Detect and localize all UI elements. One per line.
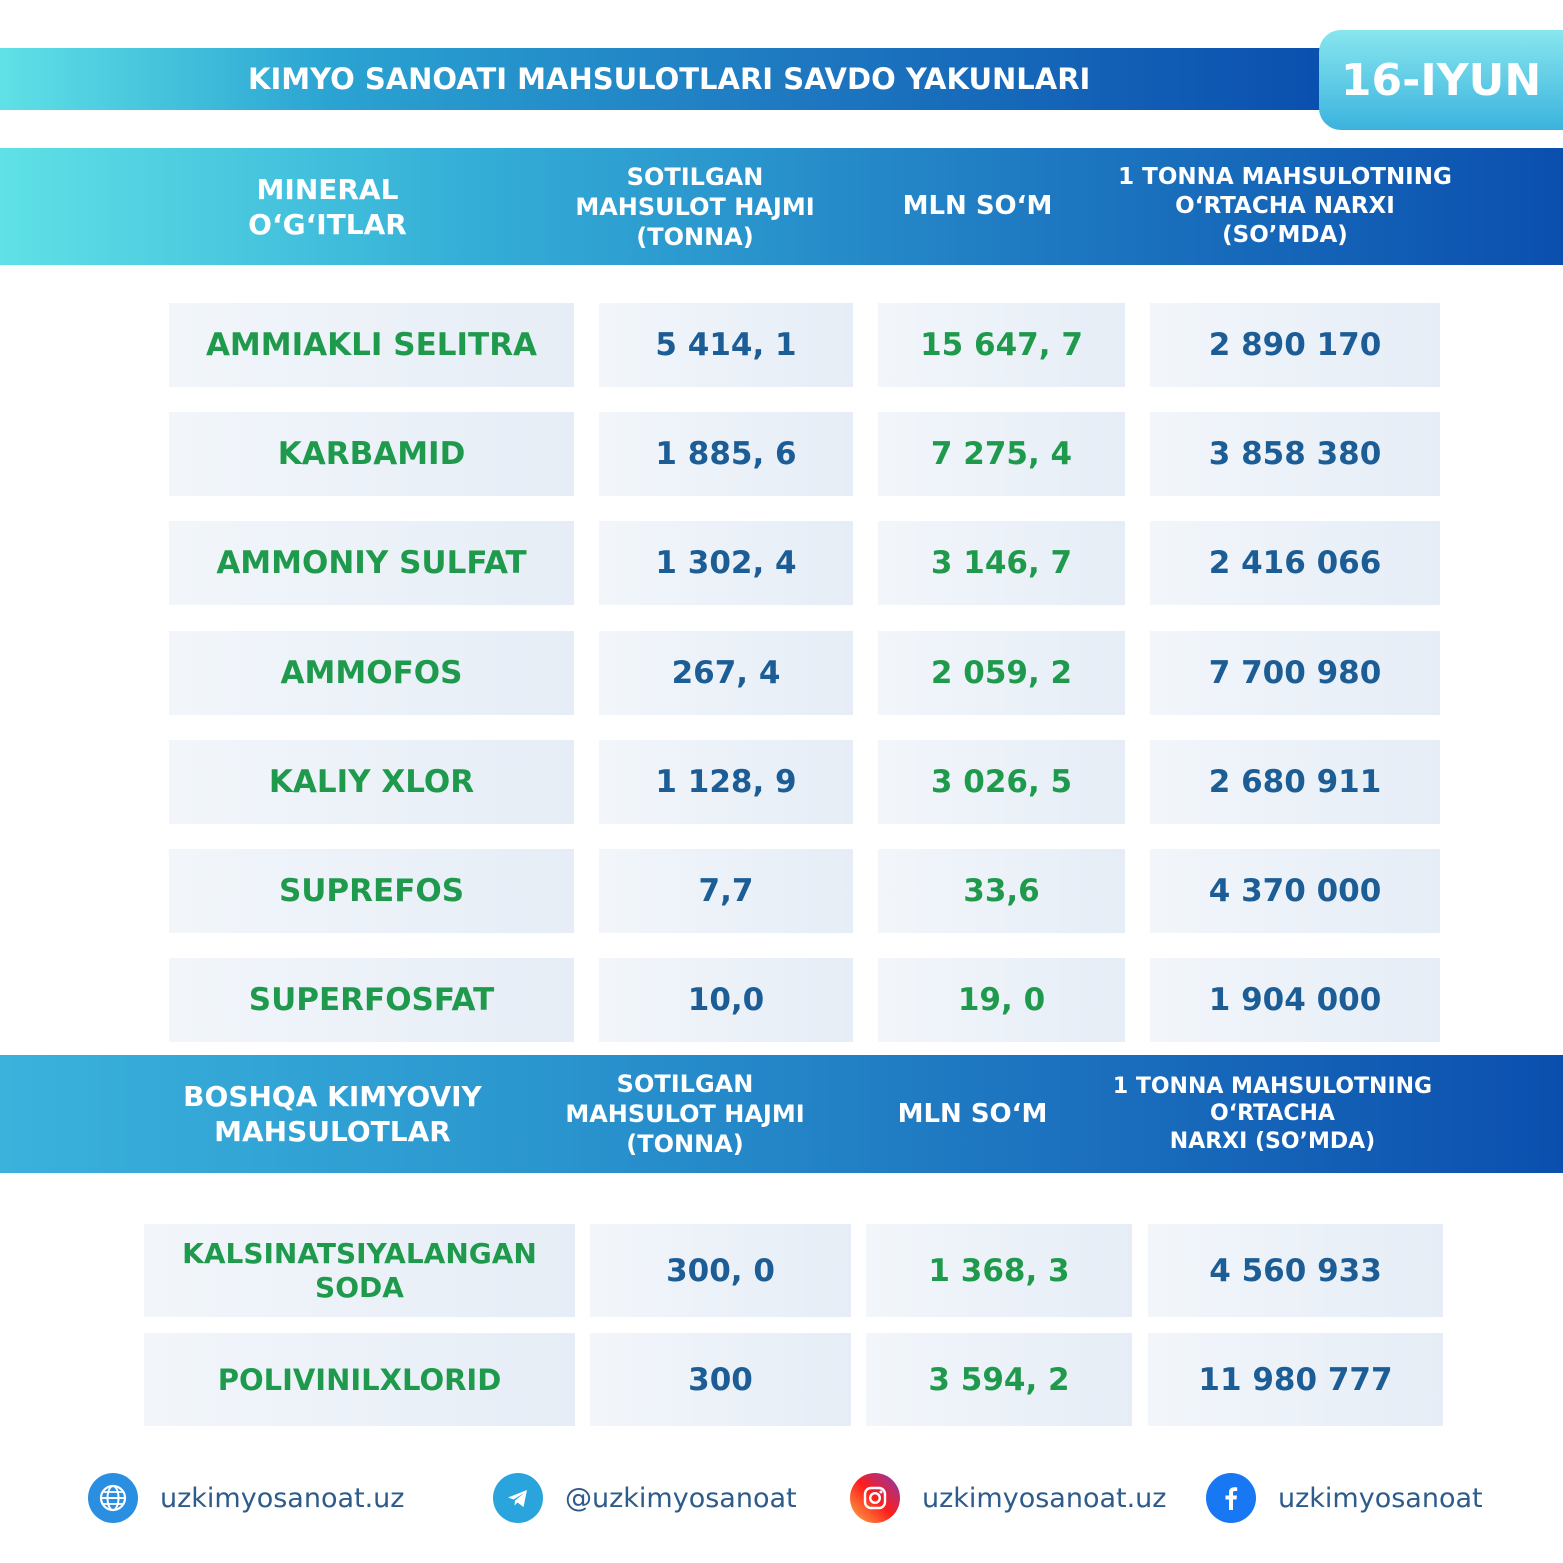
price-value: 1 904 000 [1150,958,1440,1042]
price-value: 4 370 000 [1150,849,1440,933]
price-value: 3 858 380 [1150,412,1440,496]
telegram-link[interactable]: @uzkimyosanoat [565,1482,797,1514]
price-value: 7 700 980 [1150,631,1440,715]
footer-website[interactable] [88,1472,404,1524]
price-value: 4 560 933 [1148,1224,1443,1317]
section1-header-price: 1 TONNA MAHSULOTNING O‘RTACHA NARXI (SO’MDA) [1118,164,1452,248]
mln-value: 33,6 [878,849,1125,933]
price-value: 11 980 777 [1148,1333,1443,1426]
volume-value: 267, 4 [599,631,853,715]
volume-value: 1 302, 4 [599,521,853,605]
product-name: AMMONIY SULFAT [169,521,574,605]
telegram-icon [493,1473,543,1523]
volume-value: 300, 0 [590,1224,851,1317]
volume-value: 1 885, 6 [599,412,853,496]
mln-value: 3 146, 7 [878,521,1125,605]
product-name: POLIVINILXLORID [144,1333,575,1426]
section1-header-category: MINERAL O‘G‘ITLAR [248,172,407,241]
mln-value: 7 275, 4 [878,412,1125,496]
mln-value: 19, 0 [878,958,1125,1042]
date-label: 16-IYUN [1340,54,1542,106]
price-value: 2 890 170 [1150,303,1440,387]
product-name: SUPERFOSFAT [169,958,574,1042]
mln-value: 3 594, 2 [866,1333,1132,1426]
website-link[interactable]: uzkimyosanoat.uz [160,1482,405,1514]
instagram-link[interactable]: uzkimyosanoat.uz [922,1482,1167,1514]
section1-header [0,148,1563,265]
product-name: KARBAMID [169,412,574,496]
volume-value: 10,0 [599,958,853,1042]
product-name: AMMIAKLI SELITRA [169,303,574,387]
mln-value: 15 647, 7 [878,303,1125,387]
volume-value: 5 414, 1 [599,303,853,387]
section2-header-mln: MLN SO‘M [897,1098,1048,1129]
facebook-link[interactable]: uzkimyosanoat [1278,1482,1483,1514]
page-title: KIMYO SANOATI MAHSULOTLARI SAVDO YAKUNLARI [248,62,1091,96]
section2-header-category: BOSHQA KIMYOVIY MAHSULOTLAR [183,1080,482,1148]
product-name: AMMOFOS [169,631,574,715]
footer-facebook[interactable] [1206,1472,1483,1524]
product-name: SUPREFOS [169,849,574,933]
section2-header-volume: SOTILGAN MAHSULOT HAJMI (TONNA) [565,1070,805,1158]
mln-value: 1 368, 3 [866,1224,1132,1317]
product-name: KALIY XLOR [169,740,574,824]
section2-header-price: 1 TONNA MAHSULOTNING O‘RTACHA NARXI (SO’MDA) [1112,1073,1433,1154]
footer-instagram[interactable] [850,1472,1166,1524]
date-badge [1319,30,1563,130]
globe-icon [88,1473,138,1523]
product-name: KALSINATSIYALANGAN SODA [144,1224,575,1317]
volume-value: 7,7 [599,849,853,933]
section1-header-volume: SOTILGAN MAHSULOT HAJMI (TONNA) [575,162,815,251]
footer-telegram[interactable] [493,1472,797,1524]
section2-header [0,1055,1563,1173]
facebook-icon [1206,1473,1256,1523]
section1-header-mln: MLN SO‘M [902,191,1053,222]
mln-value: 3 026, 5 [878,740,1125,824]
instagram-icon [850,1473,900,1523]
volume-value: 300 [590,1333,851,1426]
price-value: 2 680 911 [1150,740,1440,824]
price-value: 2 416 066 [1150,521,1440,605]
mln-value: 2 059, 2 [878,631,1125,715]
volume-value: 1 128, 9 [599,740,853,824]
